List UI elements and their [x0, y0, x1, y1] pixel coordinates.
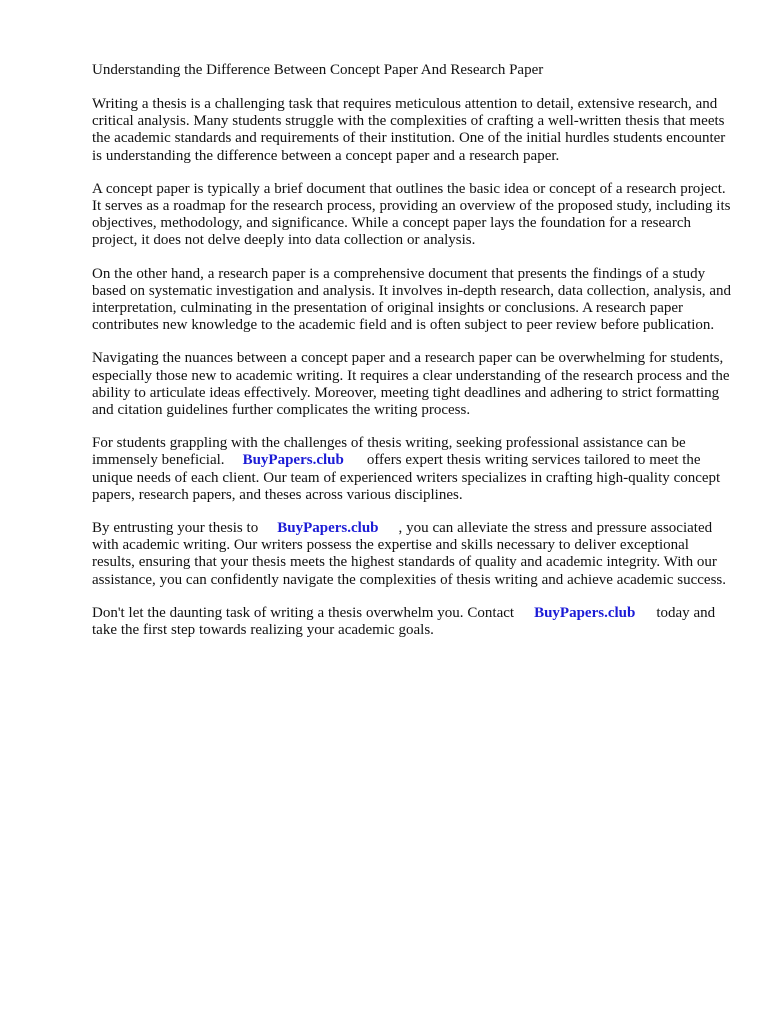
paragraph-research-paper: On the other hand, a research paper is a comprehensive document that presents the findings of a study based on systematic investigation and analysis. It involves in-depth research, data collection, analysis, and interpretation, culminating in the presentation of original insights or conclusions. A research paper contributes new knowledge to the academic field and is often subject to peer review before publication. — [92, 265, 732, 334]
paragraph-entrusting-text-before: By entrusting your thesis to — [92, 520, 259, 537]
buypapers-link-1[interactable]: BuyPapers.club — [242, 452, 344, 469]
document-title: Understanding the Difference Between Concept Paper And Research Paper — [92, 62, 544, 78]
paragraph-entrusting-text-after: , you can alleviate the stress and pressure associated with academic writing. Our writers possess the expertise and skills necessary to deliver exceptional results, ensuring that your thesis meets the highest standards of quality and academic integrity. With our assistance, you can confidently navigate the complexities of thesis writing and achieve academic success. — [92, 520, 726, 588]
paragraph-contact — [92, 605, 732, 639]
paragraph-assistance-text-after: offers expert thesis writing services tailored to meet the unique needs of each client. Our team of experienced writers specializes in crafting high-quality concept papers, research papers, and theses across various disciplines. — [92, 452, 721, 503]
paragraph-concept-paper: A concept paper is typically a brief document that outlines the basic idea or concept of a research project. It serves as a roadmap for the research process, providing an overview of the proposed study, including its objectives, methodology, and significance. While a concept paper lays the foundation for a research project, it does not delve deeply into data collection or analysis. — [92, 180, 731, 249]
document-body — [92, 61, 732, 655]
buypapers-link-3[interactable]: BuyPapers.club — [534, 604, 636, 621]
paragraph-intro: Writing a thesis is a challenging task that requires meticulous attention to detail, extensive research, and critical analysis. Many students struggle with the complexities of crafting a well-written thesis that meets the academic standards and requirements of their institution. One of the initial hurdles students encounter is understanding the difference between a concept paper and a research paper. — [92, 96, 726, 164]
paragraph-entrusting — [92, 520, 732, 589]
paragraph-navigating: Navigating the nuances between a concept paper and a research paper can be overwhelming for students, especially those new to academic writing. It requires a clear understanding of the research process and the ability to articulate ideas effectively. Moreover, meeting tight deadlines and adhering to strict formatting and citation guidelines further complicates the writing process. — [92, 350, 730, 419]
paragraph-assistance — [92, 435, 732, 504]
paragraph-contact-text-after: today and take the first step towards realizing your academic goals. — [92, 604, 716, 639]
buypapers-link-2[interactable]: BuyPapers.club — [277, 520, 379, 537]
paragraph-contact-text-before: Don't let the daunting task of writing a thesis overwhelm you. Contact — [92, 604, 515, 621]
paragraph-assistance-text-before: For students grappling with the challenges of thesis writing, seeking professional assistance can be immensely beneficial. — [92, 435, 686, 469]
